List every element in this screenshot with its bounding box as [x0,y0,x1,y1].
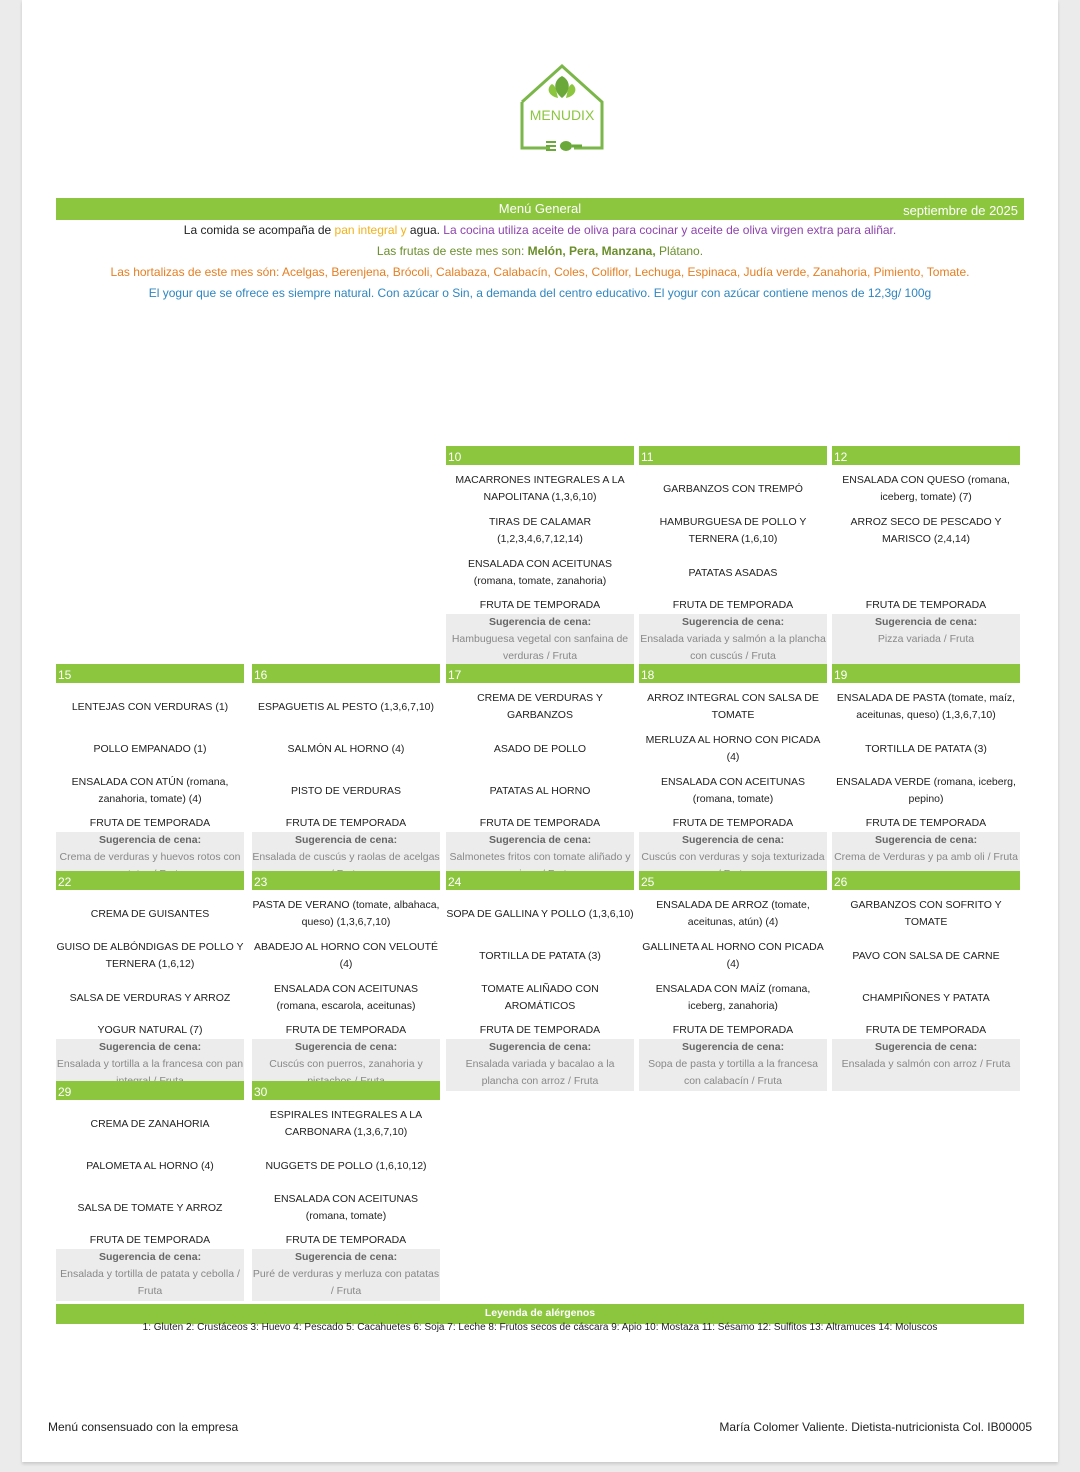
day-number: 18 [639,664,827,683]
dinner-suggestion-title: Sugerencia de cena: [294,1041,398,1053]
dinner-suggestion-title: Sugerencia de cena: [681,616,785,628]
dinner-suggestion-title: Sugerencia de cena: [681,834,785,846]
menu-date: septiembre de 2025 [903,203,1018,218]
dish-item: GUISO DE ALBÓNDIGAS DE POLLO Y TERNERA (1,6,12) [56,941,244,970]
dinner-suggestion-text: Salmonetes fritos con tomate aliñado y [449,851,631,863]
day-cell-26 [832,871,1020,1070]
day-number: 15 [56,664,244,683]
dish-item: ESPIRALES INTEGRALES A LA CARBONARA (1,3,6,7,10) [269,1109,423,1138]
dish-item: PAVO CON SALSA DE CARNE [852,949,1000,962]
dinner-suggestion-text: Ensalada variada y salmón a la plancha con cuscús / Fruta [640,633,826,662]
dinner-suggestion-text: Crema de verduras y huevos rotos con [59,851,241,863]
dinner-suggestion-title: Sugerencia de cena: [294,1251,398,1263]
dinner-suggestion-title: Sugerencia de cena: [874,834,978,846]
dish-item: ENSALADA VERDE (romana, iceberg, pepino) [836,776,1016,805]
day-number: 19 [832,664,1020,683]
dish-item: YOGUR NATURAL (7) [97,1023,203,1036]
menu-header [56,198,1024,220]
dish-item: ARROZ SECO DE PESCADO Y MARISCO (2,4,14) [850,516,1002,545]
dinner-suggestion-text: Ensalada y tortilla de patata y cebolla / Fruta [60,1268,240,1297]
dish-item: GARBANZOS CON SOFRITO Y TOMATE [850,899,1002,928]
dish-item: FRUTA DE TEMPORADA [865,816,987,829]
dinner-suggestion-text: Ensalada variada y bacalao a la plancha con arroz / Fruta [465,1058,615,1087]
dish-item: SOPA DE GALLINA Y POLLO (1,3,6,10) [446,907,634,920]
dinner-suggestion [446,614,634,666]
day-number: 30 [252,1081,440,1100]
day-cell-11 [639,446,827,662]
dish-item: FRUTA DE TEMPORADA [285,816,407,829]
dish-item: TIRAS DE CALAMAR (1,2,3,4,6,7,12,14) [488,516,592,545]
day-cell-15 [56,664,244,863]
allergens-title: Leyenda de alérgenos [56,1304,1024,1324]
dinner-suggestion [832,614,1020,666]
dinner-suggestion [56,1249,244,1301]
dish-item: CHAMPIÑONES Y PATATA [862,991,990,1004]
dish-item: GARBANZOS CON TREMPÓ [663,482,803,495]
dish-item: PALOMETA AL HORNO (4) [86,1159,214,1172]
dish-item: FRUTA DE TEMPORADA [672,598,794,611]
dish-item: FRUTA DE TEMPORADA [479,816,601,829]
allergens-legend: 1: Gluten 2: Crustáceos 3: Huevo 4: Pescado 5: Cacahuetes 6: Soja 7: Leche 8: Frutos secos de cáscara 9: Apio 10: Mostaza 11: Sésamo 12: Sulfitos 13: Altramuces 14: Moluscos [142,1322,938,1333]
day-number: 25 [639,871,827,890]
dinner-suggestion-text: Cuscús con verduras y soja texturizada [641,851,825,863]
dish-item: CREMA DE GUISANTES [90,907,210,920]
dish-item: FRUTA DE TEMPORADA [672,1023,794,1036]
dinner-suggestion-text: Ensalada de cuscús y raolas de acelgas [252,851,440,863]
day-number: 10 [446,446,634,465]
day-cell-25 [639,871,827,1087]
dinner-suggestion-text: Ensalada y salmón con arroz / Fruta [841,1058,1011,1070]
dinner-suggestion-text: Cuscús con puerros, zanahoria y [269,1058,423,1070]
day-number: 17 [446,664,634,683]
dinner-suggestion-title: Sugerencia de cena: [488,1041,592,1053]
dinner-suggestion-text: Crema de Verduras y pa amb oli / Fruta [834,851,1018,863]
day-cell-22 [56,871,244,1070]
dinner-suggestion-title: Sugerencia de cena: [874,1041,978,1053]
menu-title: Menú General [498,201,582,216]
dish-item: MACARRONES INTEGRALES A LA NAPOLITANA (1,3,6,10) [455,474,625,503]
dish-item: FRUTA DE TEMPORADA [89,1233,211,1246]
dinner-suggestion [639,1039,827,1091]
dish-item: FRUTA DE TEMPORADA [479,1023,601,1036]
day-cell-17 [446,664,634,863]
dish-item: SALMÓN AL HORNO (4) [287,742,405,755]
footer-left: Menú consensuado con la empresa [48,1420,239,1434]
day-number: 29 [56,1081,244,1100]
dish-item: PATATAS ASADAS [688,566,778,579]
day-number: 24 [446,871,634,890]
intro-line-1: La comida se acompaña de pan integral y agua. La cocina utiliza aceite de oliva para cocinar y aceite de oliva virgen extra para aliñar. [183,223,897,237]
dish-item: FRUTA DE TEMPORADA [285,1233,407,1246]
dinner-suggestion-title: Sugerencia de cena: [294,834,398,846]
intro-line-3: Las hortalizas de este mes són: Acelgas, Berenjena, Brócoli, Calabaza, Calabacín, Coles, Coliflor, Lechuga, Espinaca, Judía verde, Zanahoria, Pimiento, Tomate. [110,265,970,279]
dish-item: ENSALADA CON MAÍZ (romana, iceberg, zanahoria) [655,983,811,1012]
day-cell-24 [446,871,634,1087]
dish-item: ENSALADA CON QUESO (romana, iceberg, tomate) (7) [842,474,1010,503]
dinner-suggestion-title: Sugerencia de cena: [874,616,978,628]
dinner-suggestion-text: Ensalada y tortilla a la francesa con pan [56,1058,244,1070]
intro-line-4: El yogur que se ofrece es siempre natural. Con azúcar o Sin, a demanda del centro educativo. El yogur con azúcar contiene menos de 12,3g/ 100g [148,286,932,300]
dish-item: PASTA DE VERANO (tomate, albahaca, queso) (1,3,6,7,10) [252,899,440,928]
day-cell-10 [446,446,634,662]
dinner-suggestion-title: Sugerencia de cena: [98,1251,202,1263]
dinner-suggestion-text: Hambuguesa vegetal con sanfaina de verduras / Fruta [451,633,629,662]
dish-item: HAMBURGUESA DE POLLO Y TERNERA (1,6,10) [659,516,807,545]
dish-item: ESPAGUETIS AL PESTO (1,3,6,7,10) [257,700,435,713]
dinner-suggestion [446,1039,634,1091]
dish-item: CREMA DE VERDURAS Y GARBANZOS [477,692,603,721]
dinner-suggestion [832,1039,1020,1091]
day-cell-23 [252,871,440,1070]
dish-item: FRUTA DE TEMPORADA [865,598,987,611]
dish-item: ENSALADA CON ACEITUNAS (romana, tomate) [273,1193,419,1222]
day-number: 22 [56,871,244,890]
dinner-suggestion-title: Sugerencia de cena: [488,834,592,846]
dish-item: LENTEJAS CON VERDURAS (1) [71,700,229,713]
day-number: 26 [832,871,1020,890]
day-cell-18 [639,664,827,863]
dinner-suggestion [252,1249,440,1301]
dish-item: GALLINETA AL HORNO CON PICADA (4) [642,941,824,970]
dish-item: CREMA DE ZANAHORIA [90,1117,210,1130]
day-cell-29 [56,1081,244,1297]
dish-item: ENSALADA CON ACEITUNAS (romana, tomate) [660,776,806,805]
day-cell-12 [832,446,1020,645]
day-number: 11 [639,446,827,465]
dinner-suggestion-title: Sugerencia de cena: [98,1041,202,1053]
dish-item: ENSALADA CON ACEITUNAS (romana, escarola, aceitunas) [273,983,419,1012]
dinner-suggestion-title: Sugerencia de cena: [488,616,592,628]
dish-item: MERLUZA AL HORNO CON PICADA (4) [645,734,821,763]
brand-name: MENUDIX [529,107,595,123]
dish-item: ENSALADA CON ATÚN (romana, zanahoria, tomate) (4) [71,776,229,805]
dish-item: FRUTA DE TEMPORADA [89,816,211,829]
dish-item: ENSALADA DE PASTA (tomate, maíz, aceitunas, queso) (1,3,6,7,10) [836,692,1016,721]
dish-item: NUGGETS DE POLLO (1,6,10,12) [265,1159,427,1172]
dish-item: SALSA DE TOMATE Y ARROZ [77,1201,223,1214]
day-cell-30 [252,1081,440,1297]
dish-item: FRUTA DE TEMPORADA [285,1023,407,1036]
day-cell-16 [252,664,440,863]
dish-item: TORTILLA DE PATATA (3) [479,949,601,962]
dinner-suggestion-title: Sugerencia de cena: [98,834,202,846]
menudix-logo [516,62,608,154]
dinner-suggestion-text: Sopa de pasta y tortilla a la francesa con calabacín / Fruta [648,1058,818,1087]
dish-item: TOMATE ALIÑADO CON AROMÁTICOS [481,983,599,1012]
day-cell-19 [832,664,1020,863]
dish-item: FRUTA DE TEMPORADA [672,816,794,829]
dish-item: TORTILLA DE PATATA (3) [865,742,987,755]
dish-item: SALSA DE VERDURAS Y ARROZ [69,991,231,1004]
dish-item: ENSALADA DE ARROZ (tomate, aceitunas, atún) (4) [656,899,810,928]
dish-item: ABADEJO AL HORNO CON VELOUTÉ (4) [254,941,438,970]
day-number: 16 [252,664,440,683]
dinner-suggestion-text: Puré de verduras y merluza con patatas / Fruta [252,1268,440,1297]
day-number: 12 [832,446,1020,465]
dish-item: POLLO EMPANADO (1) [93,742,207,755]
dish-item [832,552,1020,594]
dish-item: ENSALADA CON ACEITUNAS (romana, tomate, zanahoria) [467,558,613,587]
dish-item: ASADO DE POLLO [493,742,587,755]
dinner-suggestion-text: Pizza variada / Fruta [877,633,975,645]
footer-right: María Colomer Valiente. Dietista-nutricionista Col. IB00005 [719,1420,1032,1434]
dish-item: PATATAS AL HORNO [489,784,591,797]
day-number: 23 [252,871,440,890]
dinner-suggestion [639,614,827,666]
dinner-suggestion-title: Sugerencia de cena: [681,1041,785,1053]
dish-item: FRUTA DE TEMPORADA [479,598,601,611]
dish-item: PISTO DE VERDURAS [290,784,402,797]
dish-item: ARROZ INTEGRAL CON SALSA DE TOMATE [647,692,819,721]
intro-line-2: Las frutas de este mes son: Melón, Pera, Manzana, Plátano. [376,244,704,258]
dish-item: FRUTA DE TEMPORADA [865,1023,987,1036]
